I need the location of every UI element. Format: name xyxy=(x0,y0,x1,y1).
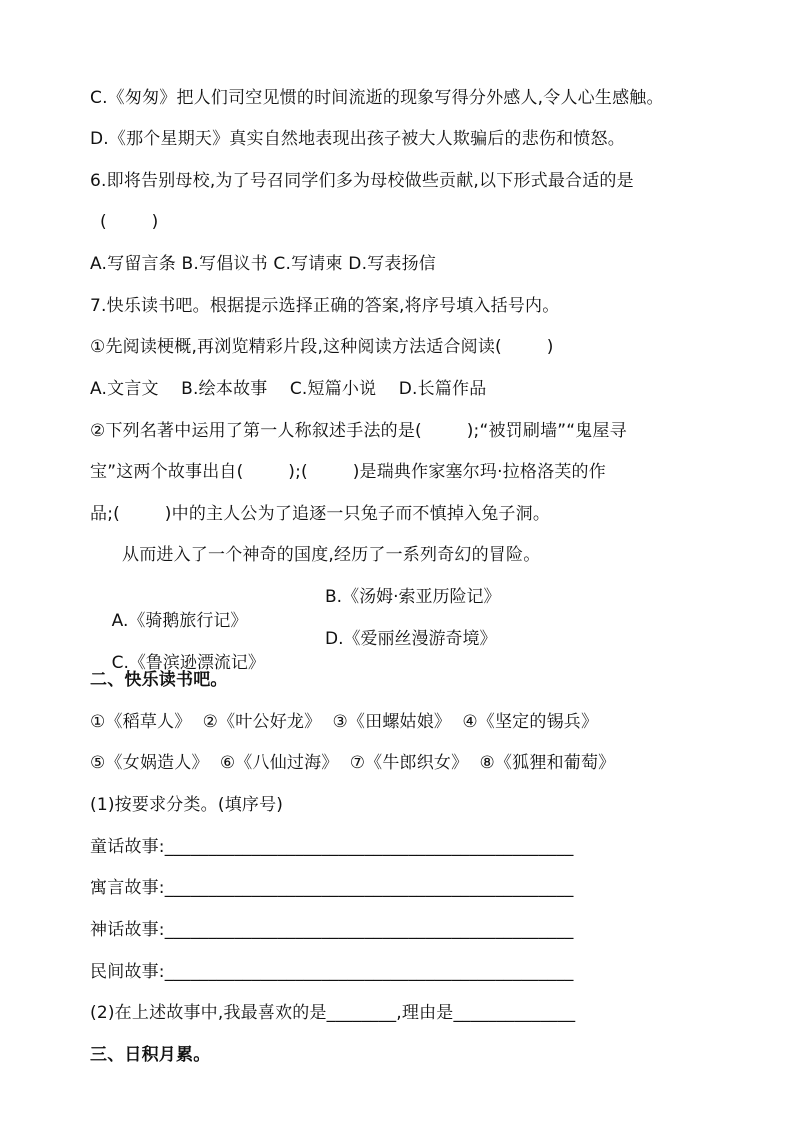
book-option-b: B.《汤姆·索亚历险记》 xyxy=(325,587,501,607)
question-7-sub2-line3: 品;( )中的主人公为了追逐一只兔子而不慎掉入兔子洞。 xyxy=(90,504,551,524)
question-7-sub2-line4: 从而进入了一个神奇的国度,经历了一系列奇幻的冒险。 xyxy=(122,545,541,565)
section-2-heading: 二、快乐读书吧。 xyxy=(90,670,228,690)
option-c-line: C.《匆匆》把人们司空见惯的时间流逝的现象写得分外感人,令人心生感触。 xyxy=(90,88,664,108)
myth-field[interactable]: 神话故事:_______________________________________________ xyxy=(90,920,574,940)
answer-blank[interactable]: ( ) xyxy=(100,212,159,232)
section-3-heading: 三、日积月累。 xyxy=(90,1045,211,1065)
book-option-d: D.《爱丽丝漫游奇境》 xyxy=(325,629,497,649)
favorite-story-field[interactable]: (2)在上述故事中,我最喜欢的是________,理由是______________ xyxy=(90,1003,576,1023)
classify-instruction: (1)按要求分类。(填序号) xyxy=(90,795,284,815)
fable-field[interactable]: 寓言故事:_______________________________________________ xyxy=(90,878,574,898)
story-list-2: ⑤《女娲造人》 ⑥《八仙过海》 ⑦《牛郎织女》 ⑧《狐狸和葡萄》 xyxy=(90,753,616,773)
option-d-line: D.《那个星期天》真实自然地表现出孩子被大人欺骗后的悲伤和愤怒。 xyxy=(90,129,625,149)
question-7-sub2-line2: 宝”这两个故事出自( );( )是瑞典作家塞尔玛·拉格洛芙的作 xyxy=(90,462,606,482)
fairy-tale-field[interactable]: 童话故事:_______________________________________________ xyxy=(90,837,574,857)
question-7-sub2-line1: ②下列名著中运用了第一人称叙述手法的是( );“被罚刷墙”“鬼屋寻 xyxy=(90,421,627,441)
story-list-1: ①《稻草人》 ②《叶公好龙》 ③《田螺姑娘》 ④《坚定的锡兵》 xyxy=(90,712,599,732)
book-option-a: A.《骑鹅旅行记》 xyxy=(111,611,248,631)
question-6-options: A.写留言条 B.写倡议书 C.写请柬 D.写表扬信 xyxy=(90,254,436,274)
question-7-sub1-options: A.文言文 B.绘本故事 C.短篇小说 D.长篇作品 xyxy=(90,379,487,399)
folk-tale-field[interactable]: 民间故事:_______________________________________________ xyxy=(90,962,574,982)
question-7-sub1: ①先阅读梗概,再浏览精彩片段,这种阅读方法适合阅读( ) xyxy=(90,337,554,357)
question-6-text: 6.即将告别母校,为了号召同学们多为母校做些贡献,以下形式最合适的是 xyxy=(90,171,634,191)
book-option-c: C.《鲁滨逊漂流记》 xyxy=(111,653,265,673)
question-7-text: 7.快乐读书吧。根据提示选择正确的答案,将序号填入括号内。 xyxy=(90,296,560,316)
